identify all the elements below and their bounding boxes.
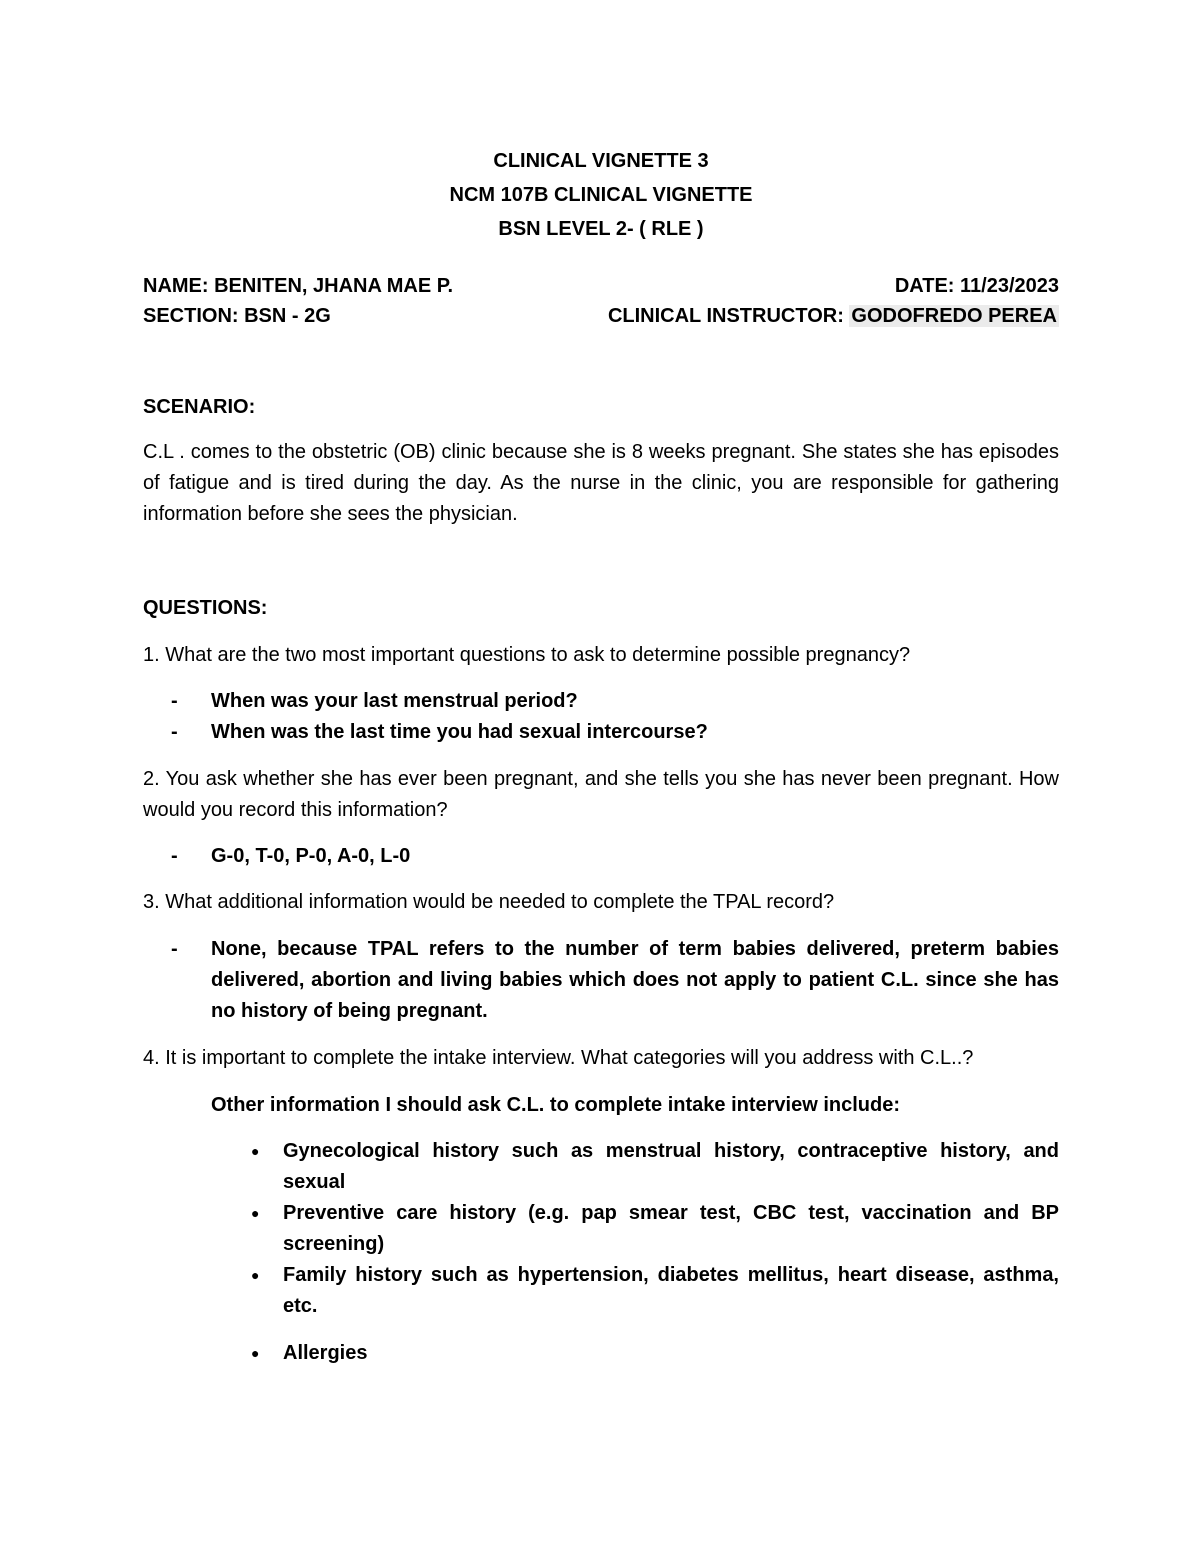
intake-bullet-preventive: [251, 1198, 1059, 1260]
question-1-answer-2: [171, 717, 1059, 748]
instructor-label: CLINICAL INSTRUCTOR:: [607, 305, 850, 327]
bullet-text: Family history such as hypertension, diabetes mellitus, heart disease, asthma, etc.: [283, 1264, 1059, 1317]
answer-text: G-0, T-0, P-0, A-0, L-0: [211, 845, 411, 867]
course-title: NCM 107B CLINICAL VIGNETTE: [449, 184, 753, 206]
student-name: NAME: BENITEN, JHANA MAE P.: [143, 275, 454, 297]
bullet-text: Preventive care history (e.g. pap smear test, CBC test, vaccination and BP screening): [283, 1202, 1059, 1255]
intake-bullet-allergies: [251, 1338, 1059, 1369]
instructor-name: GODOFREDO PEREA: [851, 305, 1057, 327]
document-title: CLINICAL VIGNETTE 3: [493, 150, 709, 172]
question-1: 1. What are the two most important questions to ask to determine possible pregnancy?: [143, 644, 911, 666]
document-page: [143, 0, 1059, 1553]
level-title: BSN LEVEL 2- ( RLE ): [498, 218, 704, 240]
scenario-text: C.L . comes to the obstetric (OB) clinic because she is 8 weeks pregnant. She states she has episodes of fatigue and is tired during the day. As the nurse in the clinic, you are responsible for gathering information before she sees the physician.: [143, 441, 1059, 525]
intake-bullet-gynecological: [251, 1136, 1059, 1198]
document-date: DATE: 11/23/2023: [894, 275, 1059, 297]
answer-text: When was your last menstrual period?: [211, 690, 578, 712]
dash-marker: -: [171, 845, 178, 867]
question-3: 3. What additional information would be needed to complete the TPAL record?: [143, 891, 835, 913]
dash-marker: -: [171, 690, 178, 712]
answer-text: When was the last time you had sexual intercourse?: [211, 721, 708, 743]
scenario-heading: SCENARIO:: [143, 396, 256, 418]
dash-marker: -: [171, 721, 178, 743]
student-section: SECTION: BSN - 2G: [143, 305, 331, 327]
intake-bullet-family: [251, 1260, 1059, 1322]
question-4-intro: Other information I should ask C.L. to complete intake interview include:: [211, 1094, 900, 1116]
bullet-marker: ●: [251, 1205, 260, 1221]
clinical-instructor: [608, 301, 1059, 331]
questions-heading: QUESTIONS:: [143, 597, 268, 619]
question-1-answer-1: [171, 686, 1059, 717]
bullet-text: Allergies: [283, 1342, 368, 1364]
meta-row-2: [143, 301, 1059, 331]
meta-row-1: [143, 271, 1059, 301]
question-3-answer: [171, 934, 1059, 1027]
bullet-marker: ●: [251, 1143, 260, 1159]
title-block: [143, 144, 1059, 246]
question-4: 4. It is important to complete the intake interview. What categories will you address with C.L..?: [143, 1047, 974, 1069]
bullet-marker: ●: [251, 1267, 260, 1283]
bullet-text: Gynecological history such as menstrual history, contraceptive history, and sexual: [283, 1140, 1059, 1193]
question-2-answer: [171, 841, 1059, 872]
answer-text: None, because TPAL refers to the number of term babies delivered, preterm babies delivered, abortion and living babies which does not apply to patient C.L. since she has no history of being pregnant.: [211, 938, 1059, 1022]
dash-marker: -: [171, 938, 178, 960]
bullet-marker: ●: [251, 1345, 260, 1361]
question-2: 2. You ask whether she has ever been pregnant, and she tells you she has never been pregnant. How would you record this information?: [143, 768, 1059, 821]
